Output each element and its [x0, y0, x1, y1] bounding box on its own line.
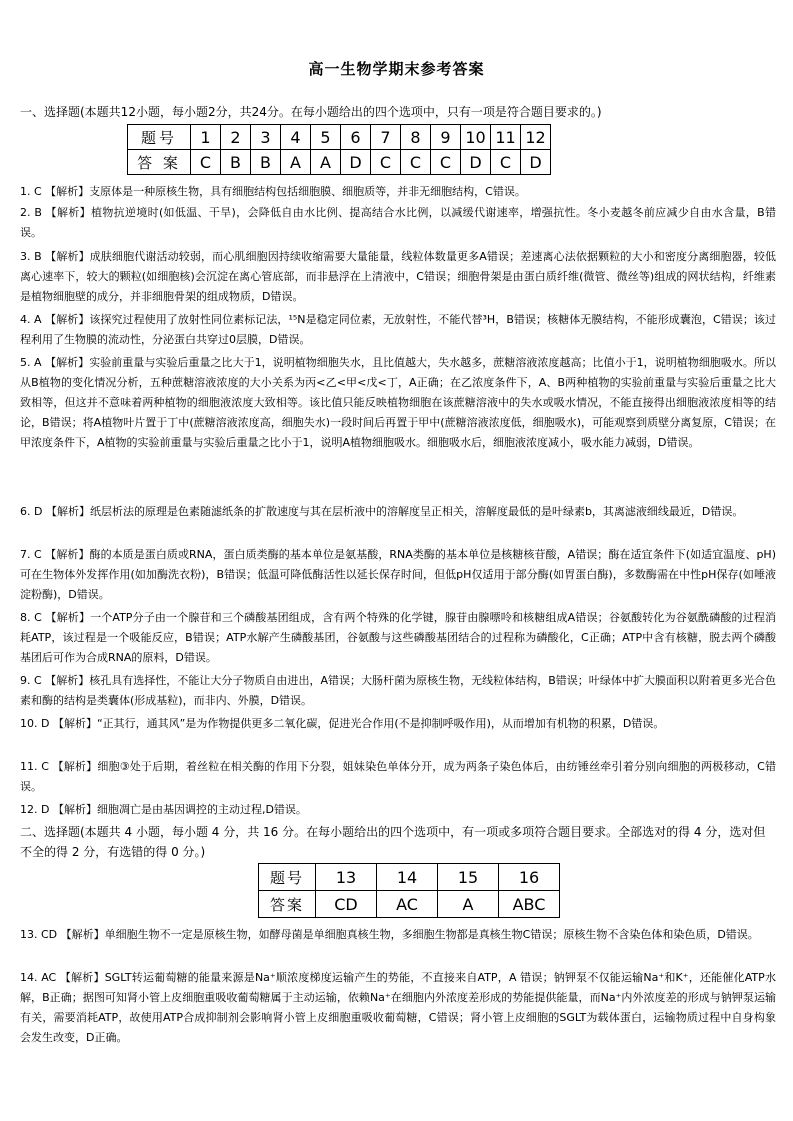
question-number: 2 [221, 125, 251, 150]
answer-cell: C [191, 150, 221, 175]
answer-cell: B [221, 150, 251, 175]
question-number: 1 [191, 125, 221, 150]
section-1-header: 一、选择题(本题共12小题，每小题2分，共24分。在每小题给出的四个选项中，只有一项是符合题目要求的。) [20, 105, 602, 119]
answer-table-2 [258, 863, 560, 918]
explanation-12: 12. D 【解析】细胞凋亡是由基因调控的主动过程,D错误。 [20, 803, 307, 816]
table-row-question-numbers [259, 864, 560, 891]
question-number: 9 [431, 125, 461, 150]
explanation-13: 13. CD 【解析】单细胞生物不一定是原核生物，如酵母菌是单细胞真核生物，多细胞生物都是真核生物C错误；原核生物不含染色体和染色质，D错误。 [20, 928, 759, 941]
question-number: 15 [438, 864, 499, 891]
answer-cell: D [521, 150, 551, 175]
answer-cell: A [311, 150, 341, 175]
question-number: 8 [401, 125, 431, 150]
answer-cell: A [438, 891, 499, 918]
answer-cell: B [251, 150, 281, 175]
answer-cell: A [281, 150, 311, 175]
question-number: 16 [499, 864, 560, 891]
explanation-2: 2. B 【解析】植物抗逆境时(如低温、干旱)，会降低自由水比例、提高结合水比例，以减缓代谢速率，增强抗性。冬小麦越冬前应减少自由水含量，B错误。 [20, 206, 776, 239]
answer-cell: AC [377, 891, 438, 918]
explanation-7: 7. C 【解析】酶的本质是蛋白质或RNA，蛋白质类酶的基本单位是氨基酸，RNA类酶的基本单位是核糖核苷酸，A错误；酶在适宜条件下(如适宜温度、pH)可在生物体外发挥作用(如加酶洗衣粉)，B错误；低温可降低酶活性以延长保存时间，但低pH仅适用于部分酶(如胃蛋白酶)，多数酶需在中性pH保存(如唾液淀粉酶)，D错误。 [20, 548, 776, 601]
table-header-question: 题号 [128, 125, 191, 150]
question-number: 10 [461, 125, 491, 150]
table-row-answers [128, 150, 551, 175]
explanation-11: 11. C 【解析】细胞③处于后期，着丝粒在相关酶的作用下分裂，姐妹染色单体分开，成为两条子染色体后，由纺锤丝牵引着分别向细胞的两极移动，C错误。 [20, 760, 776, 793]
explanation-8: 8. C 【解析】一个ATP分子由一个腺苷和三个磷酸基团组成，含有两个特殊的化学键，腺苷由腺嘌呤和核糖组成A错误；谷氨酸转化为谷氨酰磷酸的过程消耗ATP，该过程是一个吸能反应，B错误；ATP水解产生磷酸基团，谷氨酸与这些磷酸基团结合的过程称为磷酸化，C正确；ATP中含有核糖，脱去两个磷酸基团后可作为合成RNA的原料，D错误。 [20, 611, 776, 664]
explanation-14: 14. AC 【解析】SGLT转运葡萄糖的能量来源是Na⁺顺浓度梯度运输产生的势能，不直接来自ATP，A 错误；钠钾泵不仅能运输Na⁺和K⁺，还能催化ATP水解，B正确；据图可知肾小管上皮细胞重吸收葡萄糖属于主动运输，依赖Na⁺在细胞内外浓度差形成的势能提供能量，而Na⁺内外浓度差的形成与钠钾泵运输有关，需要消耗ATP，故使用ATP合成抑制剂会影响肾小管上皮细胞重吸收葡萄糖，C错误；肾小管上皮细胞的SGLT为载体蛋白，运输物质过程中自身构象会发生改变，D正确。 [20, 971, 776, 1044]
question-number: 3 [251, 125, 281, 150]
answer-cell: D [341, 150, 371, 175]
question-number: 13 [316, 864, 377, 891]
answer-table-1 [127, 124, 551, 175]
question-number: 5 [311, 125, 341, 150]
table-header-answer: 答 案 [128, 150, 191, 175]
table-row-question-numbers [128, 125, 551, 150]
explanation-5: 5. A 【解析】实验前重量与实验后重量之比大于1，说明植物细胞失水，且比值越大，失水越多，蔗糖溶液浓度越高；比值小于1，说明植物细胞吸水。所以从B植物的变化情况分析，五种蔗糖溶液浓度的大小关系为丙<乙<甲<戊<丁，A正确；在乙浓度条件下，A、B两种植物的实验前重量与实验后重量之比大致相等，但这并不意味着两种植物的细胞液浓度大致相等。该比值只能反映植物细胞在该蔗糖溶液中的失水或吸水情况，不能直接得出细胞液浓度相等的结论，B错误；将A植物叶片置于丁中(蔗糖溶液浓度高，细胞失水)一段时间后再置于甲中(蔗糖溶液浓度低，细胞吸水)，可能观察到质壁分离复原，C错误；在甲浓度条件下，A植物的实验前重量与实验后重量之比小于1，说明A植物细胞吸水。细胞吸水后，细胞液浓度减小，吸水能力减弱，D错误。 [20, 356, 776, 449]
section-2-header: 二、选择题(本题共 4 小题，每小题 4 分，共 16 分。在每小题给出的四个选项中，有一项或多项符合题目要求。全部选对的得 4 分，选对但不全的得 2 分，有选错的得 0 分。) [20, 825, 766, 859]
question-number: 12 [521, 125, 551, 150]
answer-cell: CD [316, 891, 377, 918]
explanation-9: 9. C 【解析】核孔具有选择性，不能让大分子物质自由进出，A错误；大肠杆菌为原核生物，无线粒体结构，B错误；叶绿体中扩大膜面积以附着更多光合色素和酶的结构是类囊体(形成基粒)，而非内、外膜，D错误。 [20, 674, 776, 707]
answer-cell: ABC [499, 891, 560, 918]
explanation-1: 1. C 【解析】支原体是一种原核生物，具有细胞结构包括细胞膜、细胞质等，并非无细胞结构，C错误。 [20, 185, 526, 198]
question-number: 14 [377, 864, 438, 891]
question-number: 4 [281, 125, 311, 150]
table-header-question: 题号 [259, 864, 316, 891]
table-header-answer: 答案 [259, 891, 316, 918]
explanation-4: 4. A 【解析】该探究过程使用了放射性同位素标记法，¹⁵N是稳定同位素，无放射性，不能代替³H，B错误；核糖体无膜结构，不能形成囊泡，C错误；该过程利用了生物膜的流动性，分泌蛋白共穿过0层膜，D错误。 [20, 313, 776, 346]
answer-cell: C [491, 150, 521, 175]
answer-cell: D [461, 150, 491, 175]
explanation-6: 6. D 【解析】纸层析法的原理是色素随滤纸条的扩散速度与其在层析液中的溶解度呈正相关，溶解度最低的是叶绿素b，其离滤液细线最近，D错误。 [20, 505, 744, 518]
question-number: 7 [371, 125, 401, 150]
answer-cell: C [371, 150, 401, 175]
answer-cell: C [401, 150, 431, 175]
explanation-3: 3. B 【解析】成肤细胞代谢活动较弱，而心肌细胞因持续收缩需要大量能量，线粒体数量更多A错误；差速离心法依据颗粒的大小和密度分离细胞器，较低离心速率下，较大的颗粒(如细胞核)会沉淀在离心管底部，而非悬浮在上清液中，C错误；细胞骨架是由蛋白质纤维(微管、微丝等)组成的网状结构，纤维素是植物细胞壁的成分，并非细胞骨架的组成物质，D错误。 [20, 250, 776, 303]
explanation-10: 10. D 【解析】“正其行，通其风”是为作物提供更多二氧化碳，促进光合作用(不是抑制呼吸作用)，从而增加有机物的积累，D错误。 [20, 717, 665, 730]
question-number: 6 [341, 125, 371, 150]
answer-cell: C [431, 150, 461, 175]
page-title: 高一生物学期末参考答案 [308, 60, 485, 78]
question-number: 11 [491, 125, 521, 150]
table-row-answers [259, 891, 560, 918]
